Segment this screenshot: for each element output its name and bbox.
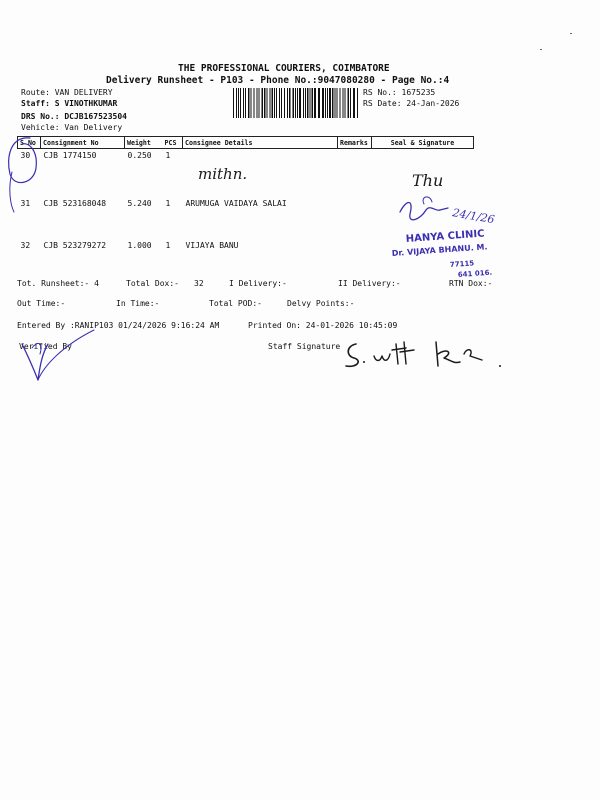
row-pcs: 1 [165,151,171,160]
barcode-bar [251,88,252,118]
barcode-bar [254,88,255,118]
verifier-signature [14,326,104,386]
barcode-bar [272,88,274,118]
stamp-line-1: HANYA CLINIC [405,228,485,245]
delvy-points: Delvy Points:- [287,299,355,308]
barcode-bar [327,88,328,118]
table-header-row [18,137,474,149]
total-pod: Total POD:- [209,299,262,308]
vehicle-text: Vehicle: Van Delivery [21,123,123,132]
barcode-bar [303,88,304,118]
barcode-bar [305,88,306,118]
col-header-weight: Weight [125,137,163,149]
barcode-bar [318,88,320,118]
col-header-remarks: Remarks [338,137,372,149]
barcode-bar [337,88,338,118]
barcode-bar [325,88,326,118]
row-consignee: ARUMUGA VAIDAYA SALAI [185,199,287,208]
in-time: In Time:- [116,299,160,308]
barcode-bar [295,88,296,118]
printed-on: Printed On: 24-01-2026 10:45:09 [248,321,398,330]
entered-by: Entered By :RANIP103 01/24/2026 9:16:24 AM [17,321,220,330]
scan-speck [540,49,542,50]
col-header-sno: S No [18,137,41,149]
row-sno: 30 [20,151,31,160]
barcode-bar [279,88,280,118]
barcode-bar [297,88,298,118]
barcode-bar [259,88,260,118]
out-time: Out Time:- [17,299,66,308]
row-sno: 32 [20,241,31,250]
col-header-consignee: Consignee Details [183,137,338,149]
table-row [18,239,474,281]
barcode-bar [348,88,350,118]
barcode-bar [284,88,285,118]
barcode-bar [312,88,314,118]
total-dox-value: 32 [194,279,204,288]
row-consignment: CJB 523279272 [43,241,107,250]
barcode-bar [248,88,250,118]
row-consignment: CJB 523168048 [43,199,107,208]
runsheet-subtitle: Delivery Runsheet - P103 - Phone No.:9047080280 - Page No.:4 [106,75,450,86]
barcode-bar [357,88,358,118]
barcode-bar [240,88,241,118]
barcode-bar [335,88,336,118]
ii-delivery: II Delivery:- [338,279,401,288]
barcode-bar [287,88,288,118]
barcode-bar [293,88,295,118]
runsheet-table [17,136,474,281]
barcode-bar [310,88,311,118]
tot-runsheet: Tot. Runsheet:- 4 [17,279,99,288]
rtn-dox: RTN Dox:- [449,279,493,288]
row-pcs: 1 [165,241,171,250]
barcode-bar [245,88,246,118]
handwritten-date: 24/1/26 [451,206,496,227]
row-remarks [338,197,372,239]
staff-signature-scribble [340,334,520,374]
barcode-bar [238,88,239,118]
barcode-image [233,88,359,118]
row-weight: 0.250 [127,151,152,160]
barcode-bar [233,88,234,118]
barcode-bar [340,88,341,118]
verified-by-label: Verified By [19,342,72,351]
barcode-bar [274,88,275,118]
row-weight: 5.240 [127,199,152,208]
stamp-line-4: 641 016. [457,268,493,279]
scan-speck [570,33,572,34]
row-pcs: 1 [165,199,171,208]
row-remarks [338,239,372,281]
barcode-bar [236,88,237,118]
stamp-line-3: 77115 [449,259,475,269]
route-text: Route: VAN DELIVERY [21,88,113,97]
table-row [18,149,474,198]
row-seal [372,197,474,239]
barcode-bar [343,88,344,118]
barcode-bar [270,88,271,118]
barcode-bar [350,88,351,118]
barcode-bar [264,88,266,118]
table-row [18,197,474,239]
rs-number: RS No.: 1675235 [363,88,436,97]
row-consignee: VIJAYA BANU [185,241,239,250]
row-weight: 1.000 [127,241,152,250]
staff-text: Staff: S VINOTHKUMAR [21,99,118,108]
barcode-bar [243,88,244,118]
handwritten-thu: Thu [412,171,444,190]
row-consignment: CJB 1774150 [43,151,97,160]
barcode-bar [314,88,316,118]
barcode-bar [307,88,309,118]
rs-date: RS Date: 24-Jan-2026 [363,99,460,108]
barcode-bar [257,88,258,118]
row-seal [372,149,474,198]
barcode-bar [332,88,334,118]
barcode-bar [299,88,301,118]
barcode-bar [345,88,346,118]
barcode-bar [322,88,324,118]
company-title: THE PROFESSIONAL COURIERS, COIMBATORE [178,63,390,74]
i-delivery: I Delivery:- [229,279,287,288]
row-consignee [183,149,338,198]
row-remarks [338,149,372,198]
barcode-bar [276,88,277,118]
row-seal [372,239,474,281]
col-header-seal: Seal & Signature [372,137,474,149]
staff-signature-label: Staff Signature [268,342,341,351]
row-sno: 31 [20,199,31,208]
barcode-bar [329,88,331,118]
barcode-bar [289,88,291,118]
drs-number: DRS No.: DCJB167523504 [21,112,127,121]
stamp-line-2: Dr. VIJAYA BHANU. M. [391,242,488,258]
handwritten-mithn: mithn. [198,165,248,183]
barcode-bar [262,88,264,118]
total-dox-label: Total Dox:- [126,279,179,288]
col-header-consignment: Consignment No [41,137,125,149]
barcode-bar [353,88,355,118]
barcode-bar [281,88,282,118]
col-header-pcs: PCS [163,137,183,149]
barcode-bar [267,88,268,118]
